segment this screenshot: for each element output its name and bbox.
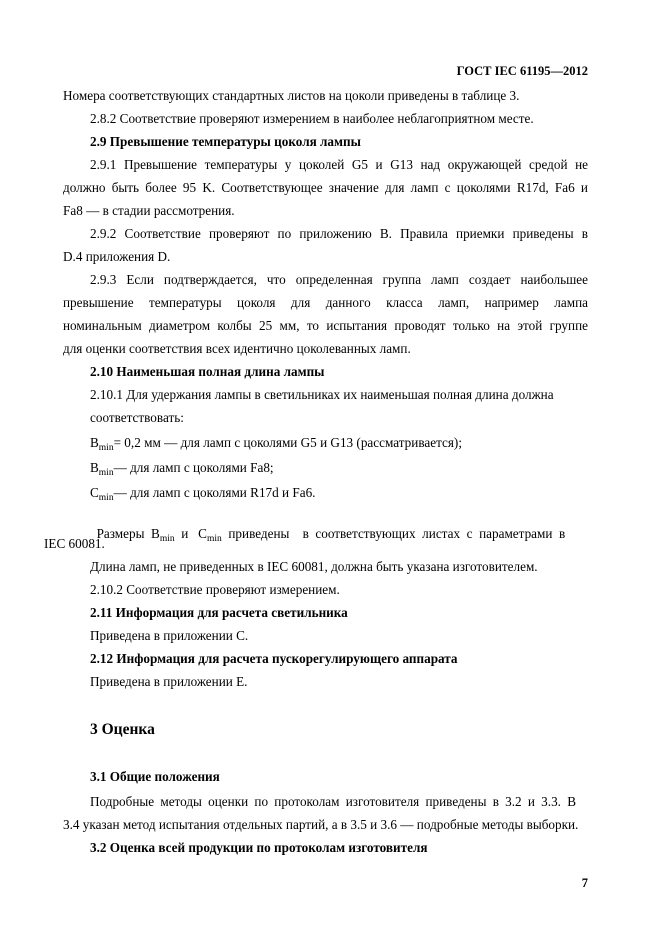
symbol: B bbox=[90, 435, 99, 450]
body-text-line: для оценки соответствия всех идентично цоколеванных ламп. bbox=[63, 341, 411, 356]
subscript: min bbox=[98, 468, 114, 478]
body-text-line: 2.10.2 Соответствие проверяют измерением. bbox=[90, 582, 340, 597]
formula-text: — для ламп с цоколями R17d и Fa6. bbox=[113, 485, 316, 500]
page-number: 7 bbox=[581, 876, 588, 890]
body-text-line: Номера соответствующих стандартных листов на цоколи приведены в таблице 3. bbox=[63, 88, 520, 103]
body-text-line: 2.8.2 Соответствие проверяют измерением в наиболее неблагоприятном месте. bbox=[90, 111, 534, 126]
body-text-line bbox=[90, 510, 588, 542]
body-text-line: Приведена в приложении C. bbox=[90, 628, 249, 643]
section-heading: 2.12 Информация для расчета пускорегулирующего аппарата bbox=[90, 651, 458, 666]
body-text-line: 2.9.3 Если подтверждается, что определенная группа ламп создает наибольшее bbox=[90, 272, 588, 287]
body-text-line: соответствовать: bbox=[90, 410, 184, 425]
section-heading: 2.10 Наименьшая полная длина лампы bbox=[90, 364, 325, 379]
symbol: B bbox=[90, 460, 99, 475]
subscript: min bbox=[98, 443, 114, 453]
section-heading: 3.1 Общие положения bbox=[90, 769, 220, 784]
body-text-line: Fa8 — в стадии рассмотрения. bbox=[63, 203, 235, 218]
body-text-line: Длина ламп, не приведенных в IEC 60081, должна быть указана изготовителем. bbox=[90, 559, 538, 574]
body-text-line: Приведена в приложении E. bbox=[90, 674, 248, 689]
body-text-line: 3.4 указан метод испытания отдельных партий, а в 3.5 и 3.6 — подробные методы выборки. bbox=[63, 817, 579, 832]
chapter-heading: 3 Оценка bbox=[90, 721, 155, 738]
body-text-line: D.4 приложения D. bbox=[63, 249, 171, 264]
body-text-line: 2.9.2 Соответствие проверяют по приложению B. Правила приемки приведены в bbox=[90, 226, 588, 241]
text-part: Размеры B bbox=[96, 526, 160, 541]
formula-line-bmin-fa8 bbox=[90, 460, 274, 476]
formula-line-cmin bbox=[90, 485, 315, 501]
subscript: min bbox=[206, 534, 222, 544]
subscript: min bbox=[98, 493, 114, 503]
body-text-line: Подробные методы оценки по протоколам изготовителя приведены в 3.2 и 3.3. В bbox=[90, 794, 576, 809]
body-text-line: должно быть более 95 K. Соответствующее значение для ламп с цоколями R17d, Fa6 и bbox=[63, 180, 588, 195]
formula-line-bmin bbox=[90, 435, 462, 451]
subscript: min bbox=[159, 534, 175, 544]
section-heading: 2.11 Информация для расчета светильника bbox=[90, 605, 348, 620]
section-heading: 3.2 Оценка всей продукции по протоколам изготовителя bbox=[90, 840, 428, 855]
section-heading: 2.9 Превышение температуры цоколя лампы bbox=[90, 134, 361, 149]
body-text-line: IEC 60081. bbox=[44, 536, 105, 551]
body-text-line: номинальным диаметром колбы 25 мм, то испытания проводят только на этой группе bbox=[63, 318, 588, 333]
formula-text: = 0,2 мм — для ламп с цоколями G5 и G13 (рассматривается); bbox=[113, 435, 462, 450]
text-part: приведены в соответствующих листах с параметрами в bbox=[221, 526, 566, 541]
body-text-line: 2.10.1 Для удержания лампы в светильниках их наименьшая полная длина должна bbox=[90, 387, 554, 402]
body-text-line: превышение температуры цоколя для данного класса ламп, например лампа bbox=[63, 295, 588, 310]
body-text-line: 2.9.1 Превышение температуры у цоколей G5 и G13 над окружающей средой не bbox=[90, 157, 588, 172]
text-part: и C bbox=[174, 526, 207, 541]
page-header: ГОСТ IEC 61195—2012 bbox=[456, 64, 588, 78]
symbol: C bbox=[90, 485, 99, 500]
formula-text: — для ламп с цоколями Fa8; bbox=[113, 460, 274, 475]
